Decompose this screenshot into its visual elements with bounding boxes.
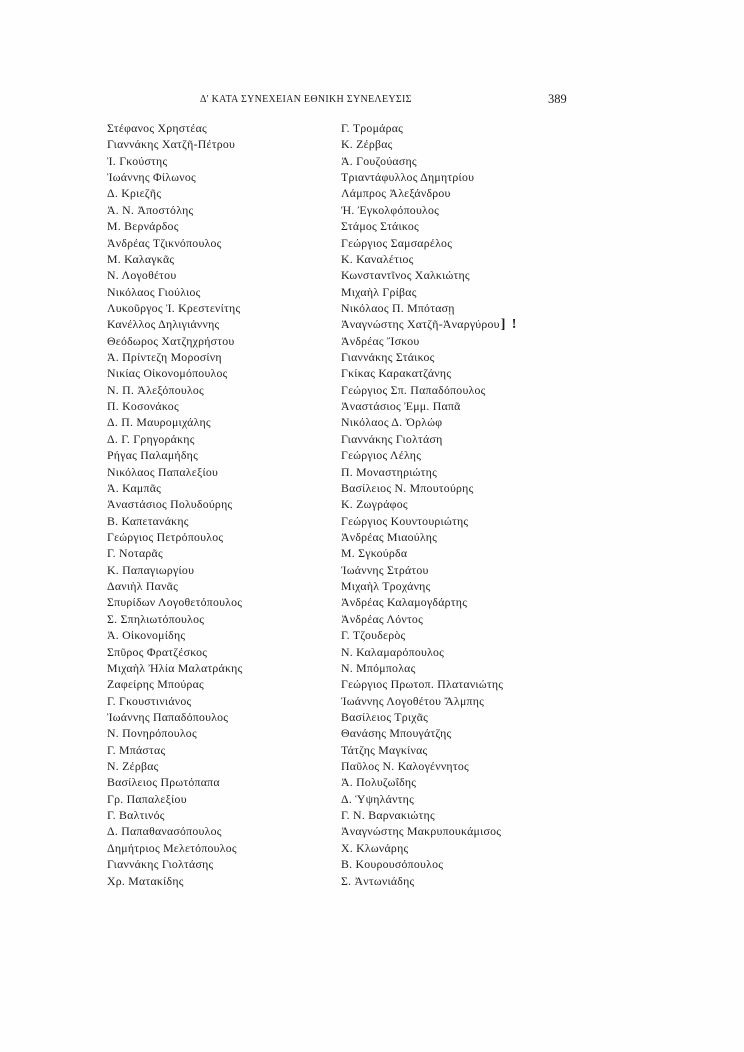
signatory-name: Γ. Τρομάρας: [341, 121, 404, 135]
signatory-name: Μιχαὴλ Γρίβας: [341, 284, 417, 299]
signatory-name: Ἰωάννης Λογοθέτου Ἄλμπης: [341, 693, 485, 708]
signatory-name: Νικίας Οἰκονομόπουλος: [107, 366, 228, 381]
signatory-name: Ἀ. Οἰκονομίδης: [107, 628, 186, 643]
signatory-name: Δ. Παπαθανασόπουλος: [107, 824, 222, 839]
signatory-name: Ἀ. Ν. Ἀποστόλης: [107, 202, 194, 217]
signatory-name: Κ. Ζωγράφος: [341, 497, 408, 512]
signatory-name: Σπῦρος Φρατζέσκος: [107, 644, 208, 659]
signatory-name: Γεώργιος Πρωτοπ. Πλατανιώτης: [341, 677, 504, 692]
signatory-name: Π. Κοσονάκος: [107, 399, 179, 414]
signatory-name: Γεώργιος Σαμσαρέλος: [341, 235, 453, 250]
signatory-name: Γιαννάκης Γιολτάσης: [107, 857, 214, 872]
signatory-name: Βασίλειος Πρωτόπαπα: [107, 775, 220, 790]
signatory-name: Ν. Π. Ἀλεξόπουλος: [107, 382, 204, 397]
signatory-name: Παῦλος Ν. Καλογέννητος: [341, 759, 469, 774]
signatory-name: Λυκοῦργος Ἰ. Κρεστενίτης: [107, 300, 241, 315]
signatory-name: Γ. Ν. Βαρνακιώτης: [341, 808, 435, 823]
signatory-name: Γεώργιος Λέλης: [341, 448, 422, 463]
signatory-name: Μιχαὴλ Ἠλία Μαλατράκης: [107, 660, 243, 675]
signatory-name: Ν. Μπόμπολας: [341, 660, 416, 675]
signatory-name: Κωνσταντῖνος Χαλκιώτης: [341, 268, 470, 283]
signatory-name: Ἀνδρέας Τζικνόπουλος: [107, 235, 222, 250]
signatory-name: Ἰωάννης Στράτου: [341, 562, 429, 577]
signatory-name: Μ. Βερνάρδος: [107, 219, 179, 234]
signatory-name: Τριαντάφυλλος Δημητρίου: [341, 170, 475, 185]
signatory-name: Σ. Σπηλιωτόπουλος: [107, 611, 205, 626]
signatory-name: Ζαφείρης Μπούρας: [107, 677, 204, 692]
signatory-name: Γιαννάκης Χατζῆ-Πέτρου: [107, 137, 236, 152]
signatory-name: Ν. Πονηρόπουλος: [107, 726, 197, 741]
signatory-name: Ἀ. Γουζούασης: [341, 153, 417, 168]
signatory-name: Γ. Νοταρᾶς: [107, 546, 163, 561]
right-column-signatories: [341, 120, 556, 889]
signatory-name: Ἀναστάσιος Πολυδούρης: [107, 497, 233, 512]
signatory-name: Σ. Ἀντωνιάδης: [341, 873, 415, 888]
signatory-name: Χ. Κλωνάρης: [341, 840, 409, 855]
signatory-name: Δ. Π. Μαυρομιχάλης: [107, 415, 211, 430]
signatory-name: Θανάσης Μπουγάτζης: [341, 726, 452, 741]
signatory-name: Γιαννάκης Γιολτάση: [341, 431, 443, 446]
signatory-name: Ν. Ζέρβας: [107, 759, 159, 774]
signatory-name: Βασίλειος Τριχᾶς: [341, 709, 429, 724]
signatory-name-annotated: [341, 316, 556, 332]
signatory-name: Ἀναγνώστης Μακρυπουκάμισος: [341, 824, 502, 839]
signatory-name: Νικόλαος Γιούλιος: [107, 284, 201, 299]
signatory-name: Ἀνδρέας Μιαούλης: [341, 529, 438, 544]
left-column-signatories: [107, 120, 322, 889]
signatory-name: Π. Μοναστηριώτης: [341, 464, 437, 479]
signatory-name: Ρήγας Παλαμήδης: [107, 448, 198, 463]
signatory-name: Δημήτριος Μελετόπουλος: [107, 840, 237, 855]
signatory-name: Γιαννάκης Στάικος: [341, 350, 435, 365]
signatory-name: Ἀ. Καμπᾶς: [107, 480, 162, 495]
signatory-name: Ν. Λογοθέτου: [107, 268, 177, 283]
signatory-name: Βασίλειος Ν. Μπουτούρης: [341, 480, 474, 495]
signatory-name: Β. Κουρουσόπουλος: [341, 857, 444, 872]
running-title: Δ' ΚΑΤΑ ΣΥΝΕΧΕΙΑΝ ΕΘΝΙΚΗ ΣΥΝΕΛΕΥΣΙΣ: [200, 94, 412, 105]
signatory-name: Ἀνδρέας Καλαμογδάρτης: [341, 595, 468, 610]
signatory-name: Γ. Μπάστας: [107, 742, 166, 757]
signatory-name-text: Ἀναγνώστης Χατζῆ-Ἀναργύρου: [341, 317, 500, 332]
signatory-name: Στέφανος Χρηστέας: [107, 121, 207, 135]
signatory-name: Ἀναστάσιος Ἐμμ. Παπᾶ: [341, 399, 461, 414]
signatory-name: Γρ. Παπαλεξίου: [107, 791, 187, 806]
signatory-name: Δ. Γ. Γρηγοράκης: [107, 431, 195, 446]
signatory-name: Λάμπρος Ἀλεξάνδρου: [341, 186, 451, 201]
signatory-name: Ἰωάννης Παπαδόπουλος: [107, 709, 229, 724]
signatory-name: Τάτζης Μαγκίνας: [341, 742, 428, 757]
signatory-name: Στάμος Στάικος: [341, 219, 419, 234]
signatory-name: Νικόλαος Δ. Ὀρλώφ: [341, 415, 443, 430]
signatory-name: Κ. Παπαγιωργίου: [107, 562, 195, 577]
page-number: 389: [548, 92, 567, 106]
signatory-name: Γεώργιος Σπ. Παπαδόπουλος: [341, 382, 486, 397]
signatory-name: Γ. Τζουδερὸς: [341, 628, 406, 643]
signatory-name: Γ. Βαλτινός: [107, 808, 165, 823]
signatory-name: Γεώργιος Πετρόπουλος: [107, 529, 224, 544]
signatory-name: Γκίκας Καρακατζάνης: [341, 366, 452, 381]
signatory-name: Δ. Κριεζῆς: [107, 186, 162, 201]
signatory-name: Ν. Καλαμαρόπουλος: [341, 644, 445, 659]
signatory-name: Σπυρίδων Λογοθετόπουλος: [107, 595, 243, 610]
margin-bracket: ]: [500, 317, 506, 333]
signatory-name: Μ. Καλαγκᾶς: [107, 251, 175, 266]
signatory-name: Β. Καπετανάκης: [107, 513, 189, 528]
signatory-name: Κ. Ζέρβας: [341, 137, 393, 152]
signatory-name: Γεώργιος Κουντουριώτης: [341, 513, 469, 528]
signatory-name: Κανέλλος Δηλιγιάννης: [107, 317, 220, 332]
signatory-name: Ἀνδρέας Λόντος: [341, 611, 423, 626]
signatory-name: Ἰωάννης Φίλωνος: [107, 170, 196, 185]
signatory-name: Χρ. Ματακίδης: [107, 873, 184, 888]
signatory-name: Ἀνδρέας Ἴσκου: [341, 333, 420, 348]
signatory-name: Κ. Καναλέτιος: [341, 251, 414, 266]
signatory-name: Μ. Σγκούρδα: [341, 546, 408, 561]
signatory-name: Μιχαὴλ Τροχάνης: [341, 579, 431, 594]
signatory-name: Ἀ. Πολυζωΐδης: [341, 775, 417, 790]
signatory-name: Ἀ. Πρίντεζη Μοροσίνη: [107, 350, 222, 365]
margin-exclamation-mark: !: [511, 317, 517, 333]
signatory-name: Θεόδωρος Χατζηχρήστου: [107, 333, 235, 348]
signatory-name: Νικόλαος Π. Μπότασῃ: [341, 300, 455, 315]
signatory-name: Δανιὴλ Πανᾶς: [107, 579, 178, 594]
signatory-name: Ἰ. Γκούστης: [107, 153, 168, 168]
signatory-name: Δ. Ὑψηλάντης: [341, 791, 414, 806]
signatory-name: Νικόλαος Παπαλεξίου: [107, 464, 219, 479]
signatory-name: Γ. Γκουστινιάνος: [107, 693, 192, 708]
signatory-name: Ἠ. Ἐγκολφόπουλος: [341, 202, 440, 217]
